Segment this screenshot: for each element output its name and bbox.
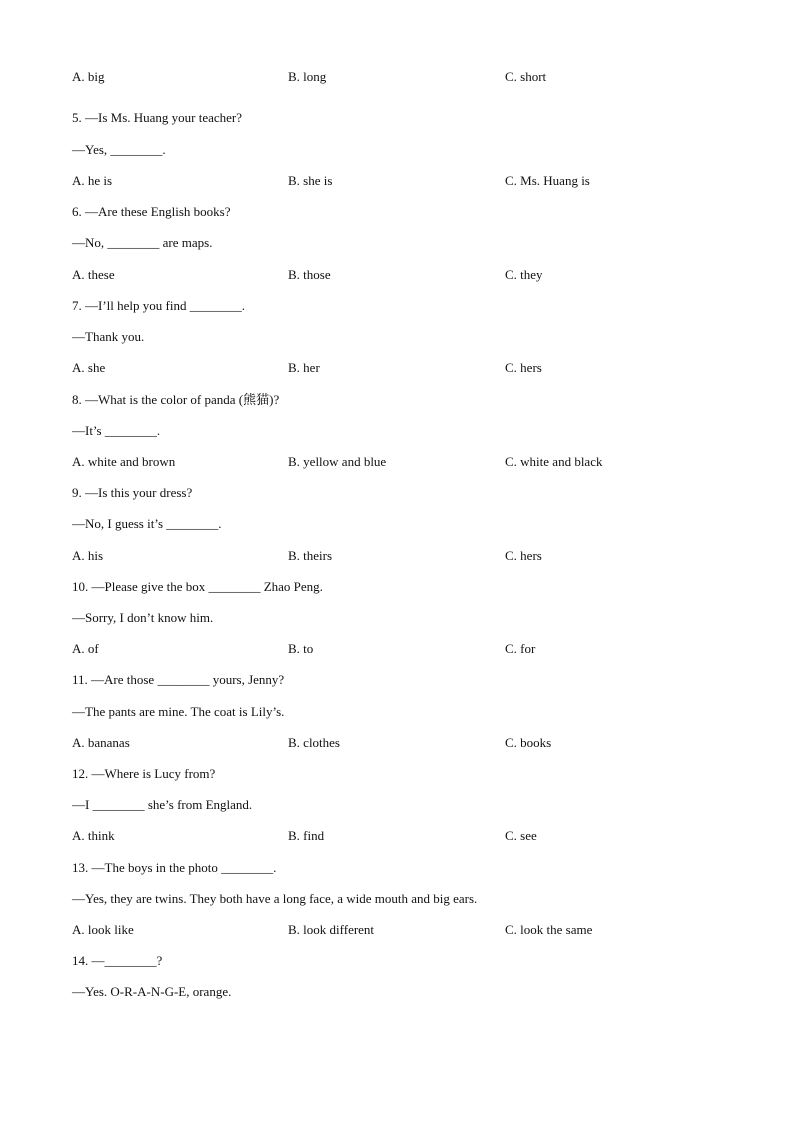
- q7-question: 7. —I’ll help you find ________.: [72, 298, 245, 313]
- q9-option-b: B. theirs: [288, 548, 333, 563]
- q13-option-a: A. look like: [72, 922, 134, 937]
- q12-question: 12. —Where is Lucy from?: [72, 766, 216, 781]
- q12-option-b: B. find: [288, 828, 325, 843]
- q11-option-c: C. books: [505, 735, 552, 750]
- q6-option-b: B. those: [288, 267, 331, 282]
- q9-question: 9. —Is this your dress?: [72, 485, 193, 500]
- q6-question: 6. —Are these English books?: [72, 204, 231, 219]
- q11-answer-line: —The pants are mine. The coat is Lily’s.: [72, 704, 285, 719]
- q7-option-b: B. her: [288, 360, 320, 375]
- q4-option-b: B. long: [288, 69, 327, 84]
- q10-question: 10. —Please give the box ________ Zhao Peng.: [72, 579, 323, 594]
- q9-answer-line: —No, I guess it’s ________.: [72, 516, 222, 531]
- q5-option-b: B. she is: [288, 173, 333, 188]
- q13-option-b: B. look different: [288, 922, 375, 937]
- q9-option-a: A. his: [72, 548, 104, 563]
- q11-option-b: B. clothes: [288, 735, 340, 750]
- q8-option-a: A. white and brown: [72, 454, 176, 469]
- q9-option-c: C. hers: [505, 548, 542, 563]
- q8-option-c: C. white and black: [505, 454, 603, 469]
- q12-option-a: A. think: [72, 828, 115, 843]
- q10-answer-line: —Sorry, I don’t know him.: [72, 610, 214, 625]
- q8-question: 8. —What is the color of panda (熊猫)?: [72, 392, 280, 407]
- q10-option-c: C. for: [505, 641, 536, 656]
- q12-option-c: C. see: [505, 828, 537, 843]
- q10-option-b: B. to: [288, 641, 314, 656]
- q13-option-c: C. look the same: [505, 922, 593, 937]
- q8-option-b: B. yellow and blue: [288, 454, 387, 469]
- q10-option-a: A. of: [72, 641, 99, 656]
- q7-option-c: C. hers: [505, 360, 542, 375]
- q13-answer-line: —Yes, they are twins. They both have a long face, a wide mouth and big ears.: [72, 891, 478, 906]
- q7-option-a: A. she: [72, 360, 106, 375]
- q14-question: 14. —________?: [72, 953, 163, 968]
- q14-answer-line: —Yes. O-R-A-N-G-E, orange.: [72, 984, 232, 999]
- q6-option-a: A. these: [72, 267, 115, 282]
- q5-question: 5. —Is Ms. Huang your teacher?: [72, 110, 243, 125]
- q12-answer-line: —I ________ she’s from England.: [72, 797, 253, 812]
- q11-option-a: A. bananas: [72, 735, 130, 750]
- q5-option-a: A. he is: [72, 173, 113, 188]
- q6-answer-line: —No, ________ are maps.: [72, 235, 213, 250]
- q5-answer-line: —Yes, ________.: [72, 142, 166, 157]
- q4-option-a: A. big: [72, 69, 105, 84]
- q13-question: 13. —The boys in the photo ________.: [72, 860, 277, 875]
- q7-answer-line: —Thank you.: [72, 329, 145, 344]
- q6-option-c: C. they: [505, 267, 543, 282]
- q4-option-c: C. short: [505, 69, 547, 84]
- q5-option-c: C. Ms. Huang is: [505, 173, 590, 188]
- q8-answer-line: —It’s ________.: [72, 423, 161, 438]
- q11-question: 11. —Are those ________ yours, Jenny?: [72, 672, 285, 687]
